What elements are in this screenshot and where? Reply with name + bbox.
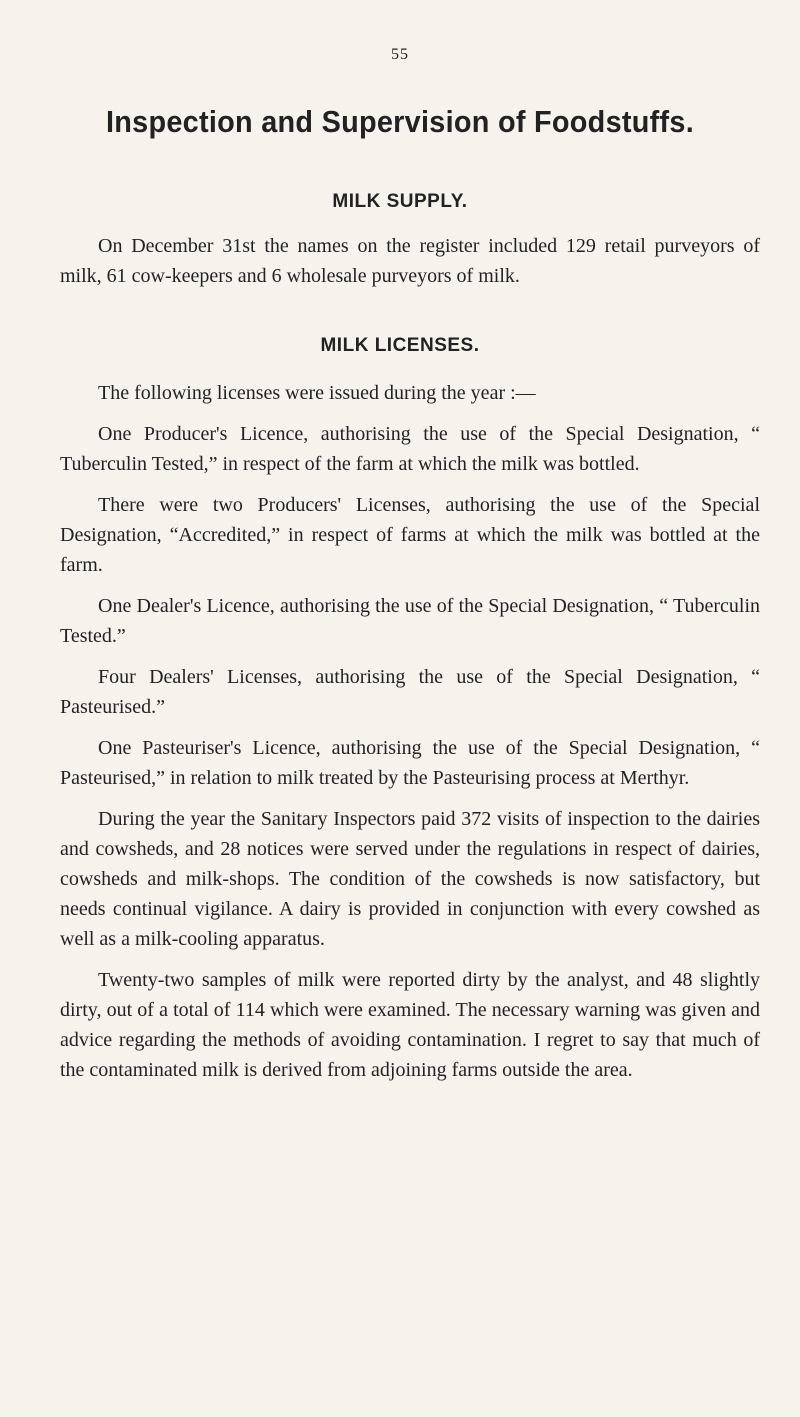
paragraph: During the year the Sanitary Inspectors paid 372 visits of inspection to the dairies and cowsheds, and 28 notices were served under the regulations in respect of dairies, cowsheds and milk-shops. The condition of the cowsheds is now satisfactory, but needs continual vigilance. A dairy is provided in conjunction with every cowshed as well as a milk-cooling apparatus.	[60, 808, 760, 950]
paragraph: There were two Producers' Licenses, authorising the use of the Special Designation, “Accredited,” in respect of farms at which the milk was bottled at the farm.	[60, 494, 760, 576]
page-title: Inspection and Supervision of Foodstuffs.	[105, 104, 695, 139]
section-heading-milk-licenses: MILK LICENSES.	[320, 335, 480, 356]
section-heading-milk-supply: MILK SUPPLY.	[332, 191, 468, 212]
paragraph: One Producer's Licence, authorising the use of the Special Designation, “ Tuberculin Tested,” in respect of the farm at which the milk was bottled.	[60, 423, 760, 475]
paragraph: One Pasteuriser's Licence, authorising the use of the Special Designation, “ Pasteurised,” in relation to milk treated by the Pasteurising process at Merthyr.	[60, 737, 760, 789]
paragraph: Twenty-two samples of milk were reported dirty by the analyst, and 48 slightly dirty, out of a total of 114 which were examined. The necessary warning was given and advice regarding the methods of avoiding contamination. I regret to say that much of the contaminated milk is derived from adjoining farms outside the area.	[60, 969, 760, 1081]
paragraph: One Dealer's Licence, authorising the use of the Special Designation, “ Tuberculin Tested.”	[60, 595, 760, 647]
paragraph: The following licenses were issued during the year :—	[98, 382, 536, 404]
milk-licenses-text	[60, 378, 760, 1096]
page-number: 55	[391, 46, 409, 63]
paragraph: On December 31st the names on the register included 129 retail purveyors of milk, 61 cow-keepers and 6 wholesale purveyors of milk.	[60, 235, 760, 287]
paragraph: Four Dealers' Licenses, authorising the use of the Special Designation, “ Pasteurised.”	[60, 666, 760, 718]
milk-supply-text	[60, 231, 760, 302]
